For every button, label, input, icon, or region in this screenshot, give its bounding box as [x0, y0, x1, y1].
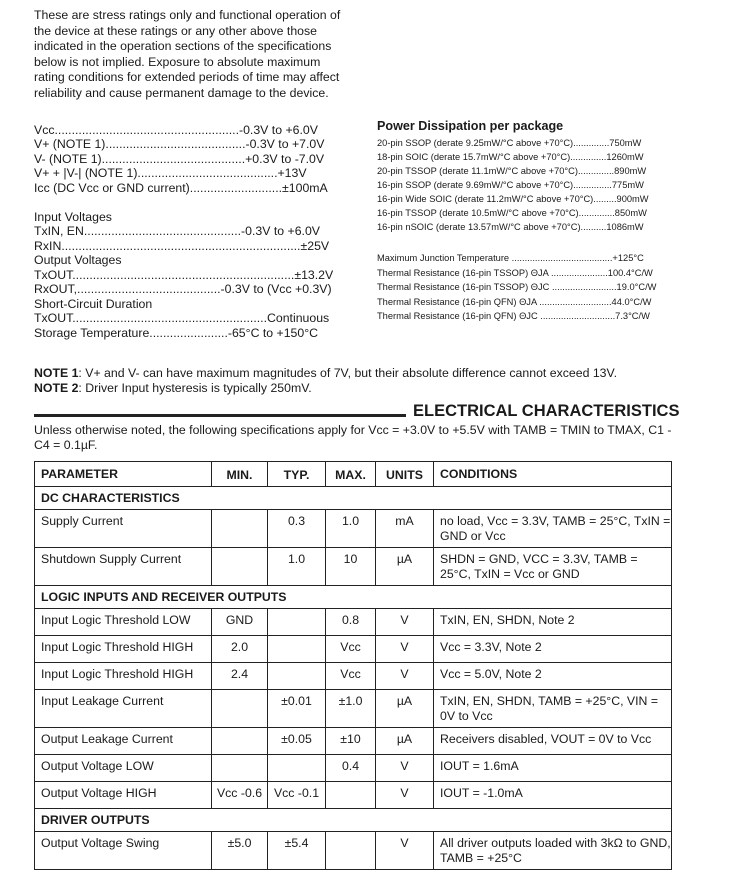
cell-max	[326, 782, 376, 809]
cell-param: Supply Current	[35, 510, 212, 548]
power-row: 20-pin TSSOP (derate 11.1mW/°C above +70°C)..............890mW	[377, 166, 647, 176]
cell-typ	[268, 609, 326, 636]
table-row	[35, 548, 672, 586]
cell-typ	[268, 663, 326, 690]
stress-ratings-intro: These are stress ratings only and functional operation of the device at these ratings or any other above those indicated in the operation sections of the specifications below is not implied. Exposure to absolute maximum rating conditions for extended periods of time may affect reliability and cause permanent damage to the device.	[34, 8, 341, 100]
cell-max: 10	[326, 548, 376, 586]
cell-conditions: no load, Vcc = 3.3V, TAMB = 25°C, TxIN = GND or Vcc	[434, 510, 672, 548]
cell-typ: ±5.4	[268, 832, 326, 870]
cell-typ	[268, 755, 326, 782]
rating-txout-duration: TxOUT.........................................................Continuous	[34, 311, 330, 325]
note-2	[34, 381, 312, 395]
cell-param: Output Voltage HIGH	[35, 782, 212, 809]
cell-units: mA	[376, 510, 434, 548]
cell-param: Input Logic Threshold HIGH	[35, 636, 212, 663]
rating-icc: Icc (DC Vcc or GND current)...........................±100mA	[34, 181, 328, 195]
rating-vminus: V- (NOTE 1)..........................................+0.3V to -7.0V	[34, 152, 325, 166]
header-max: MAX.	[326, 462, 376, 487]
thermal-row: Thermal Resistance (16-pin QFN) ΘJA ............................44.0°C/W	[377, 297, 652, 307]
electrical-characteristics-table	[34, 461, 672, 870]
cell-min	[212, 728, 268, 755]
rating-heading-output-voltages: Output Voltages	[34, 253, 122, 267]
cell-conditions: IOUT = -1.0mA	[434, 782, 672, 809]
cell-units: µA	[376, 728, 434, 755]
section-row	[35, 809, 672, 832]
cell-max	[326, 832, 376, 870]
table-row	[35, 728, 672, 755]
section-row	[35, 487, 672, 510]
cell-conditions: Vcc = 5.0V, Note 2	[434, 663, 672, 690]
cell-typ: ±0.01	[268, 690, 326, 728]
cell-param: Shutdown Supply Current	[35, 548, 212, 586]
rating-txout: TxOUT.................................................................±13.2V	[34, 268, 334, 282]
cell-conditions: TxIN, EN, SHDN, Note 2	[434, 609, 672, 636]
thermal-row: Maximum Junction Temperature .......................................+125°C	[377, 253, 644, 263]
note-2-text: : Driver Input hysteresis is typically 250mV.	[78, 381, 312, 395]
power-row: 16-pin nSOIC (derate 13.57mW/°C above +70°C)..........1086mW	[377, 222, 644, 232]
note-1-label: NOTE 1	[34, 366, 79, 380]
power-dissipation-title: Power Dissipation per package	[377, 119, 564, 133]
cell-max: 0.8	[326, 609, 376, 636]
cell-param: Output Voltage LOW	[35, 755, 212, 782]
header-min: MIN.	[212, 462, 268, 487]
rating-heading-short-circuit: Short-Circuit Duration	[34, 297, 153, 311]
rating-rxout: RxOUT,..........................................-0.3V to (Vcc +0.3V)	[34, 282, 332, 296]
cell-min	[212, 690, 268, 728]
cell-min: Vcc -0.6	[212, 782, 268, 809]
cell-min	[212, 548, 268, 586]
rating-storage-temp: Storage Temperature.......................-65°C to +150°C	[34, 326, 319, 340]
electrical-characteristics-title: ELECTRICAL CHARACTERISTICS	[413, 402, 680, 420]
cell-units: V	[376, 755, 434, 782]
cell-units: µA	[376, 690, 434, 728]
cell-max: ±1.0	[326, 690, 376, 728]
section-dc: DC CHARACTERISTICS	[35, 487, 672, 510]
header-parameter: PARAMETER	[35, 462, 212, 487]
cell-typ: Vcc -0.1	[268, 782, 326, 809]
table-row	[35, 832, 672, 870]
cell-min	[212, 755, 268, 782]
cell-param: Input Logic Threshold HIGH	[35, 663, 212, 690]
thermal-row: Thermal Resistance (16-pin TSSOP) ΘJC .........................19.0°C/W	[377, 282, 657, 292]
cell-min: ±5.0	[212, 832, 268, 870]
cell-param: Input Leakage Current	[35, 690, 212, 728]
table-row	[35, 782, 672, 809]
header-units: UNITS	[376, 462, 434, 487]
cell-units: V	[376, 663, 434, 690]
cell-units: V	[376, 832, 434, 870]
section-row	[35, 586, 672, 609]
header-typ: TYP.	[268, 462, 326, 487]
cell-min: 2.4	[212, 663, 268, 690]
rating-rxin: RxIN......................................................................±25V	[34, 239, 330, 253]
rating-vplus: V+ (NOTE 1).........................................-0.3V to +7.0V	[34, 137, 325, 151]
cell-param: Output Leakage Current	[35, 728, 212, 755]
cell-units: V	[376, 609, 434, 636]
header-conditions: CONDITIONS	[434, 462, 672, 487]
rating-txin-en: TxIN, EN..............................................-0.3V to +6.0V	[34, 224, 320, 238]
cell-max: 0.4	[326, 755, 376, 782]
table-row	[35, 510, 672, 548]
cell-max: Vcc	[326, 663, 376, 690]
rating-heading-input-voltages: Input Voltages	[34, 210, 112, 224]
table-row	[35, 609, 672, 636]
cell-param: Input Logic Threshold LOW	[35, 609, 212, 636]
power-row: 16-pin SSOP (derate 9.69mW/°C above +70°C)...............775mW	[377, 180, 644, 190]
power-row: 18-pin SOIC (derate 15.7mW/°C above +70°C)..............1260mW	[377, 152, 644, 162]
cell-conditions: SHDN = GND, VCC = 3.3V, TAMB = 25°C, TxIN = Vcc or GND	[434, 548, 672, 586]
table-row	[35, 690, 672, 728]
cell-units: V	[376, 782, 434, 809]
note-2-label: NOTE 2	[34, 381, 79, 395]
rating-vsum: V+ + |V-| (NOTE 1).........................................+13V	[34, 166, 307, 180]
thermal-row: Thermal Resistance (16-pin QFN) ΘJC .............................7.3°C/W	[377, 311, 650, 321]
power-row: 16-pin TSSOP (derate 10.5mW/°C above +70°C)..............850mW	[377, 208, 647, 218]
table-row	[35, 636, 672, 663]
section-logic: LOGIC INPUTS AND RECEIVER OUTPUTS	[35, 586, 672, 609]
section-driver: DRIVER OUTPUTS	[35, 809, 672, 832]
cell-min	[212, 510, 268, 548]
cell-units: µA	[376, 548, 434, 586]
rating-vcc: Vcc......................................................-0.3V to +6.0V	[34, 123, 318, 137]
cell-conditions: Receivers disabled, VOUT = 0V to Vcc	[434, 728, 672, 755]
table-header-row	[35, 462, 672, 487]
cell-conditions: All driver outputs loaded with 3kΩ to GND, TAMB = +25°C	[434, 832, 672, 870]
cell-conditions: TxIN, EN, SHDN, TAMB = +25°C, VIN = 0V to Vcc	[434, 690, 672, 728]
power-row: 16-pin Wide SOIC (derate 11.2mW/°C above +70°C).........900mW	[377, 194, 649, 204]
cell-min: 2.0	[212, 636, 268, 663]
cell-param: Output Voltage Swing	[35, 832, 212, 870]
section-rule	[34, 414, 406, 417]
cell-units: V	[376, 636, 434, 663]
cell-max: Vcc	[326, 636, 376, 663]
cell-conditions: Vcc = 3.3V, Note 2	[434, 636, 672, 663]
conditions-note: Unless otherwise noted, the following specifications apply for Vcc = +3.0V to +5.5V with TAMB = TMIN to TMAX, C1 - C4 = 0.1µF.	[34, 423, 672, 452]
table-row	[35, 663, 672, 690]
cell-conditions: IOUT = 1.6mA	[434, 755, 672, 782]
note-1	[34, 366, 617, 380]
power-row: 20-pin SSOP (derate 9.25mW/°C above +70°C)..............750mW	[377, 138, 642, 148]
cell-max: ±10	[326, 728, 376, 755]
cell-typ: 1.0	[268, 548, 326, 586]
cell-min: GND	[212, 609, 268, 636]
table-row	[35, 755, 672, 782]
cell-typ	[268, 636, 326, 663]
thermal-row: Thermal Resistance (16-pin TSSOP) ΘJA ......................100.4°C/W	[377, 268, 653, 278]
cell-max: 1.0	[326, 510, 376, 548]
cell-typ: 0.3	[268, 510, 326, 548]
cell-typ: ±0.05	[268, 728, 326, 755]
note-1-text: : V+ and V- can have maximum magnitudes of 7V, but their absolute difference cannot exceed 13V.	[78, 366, 617, 380]
